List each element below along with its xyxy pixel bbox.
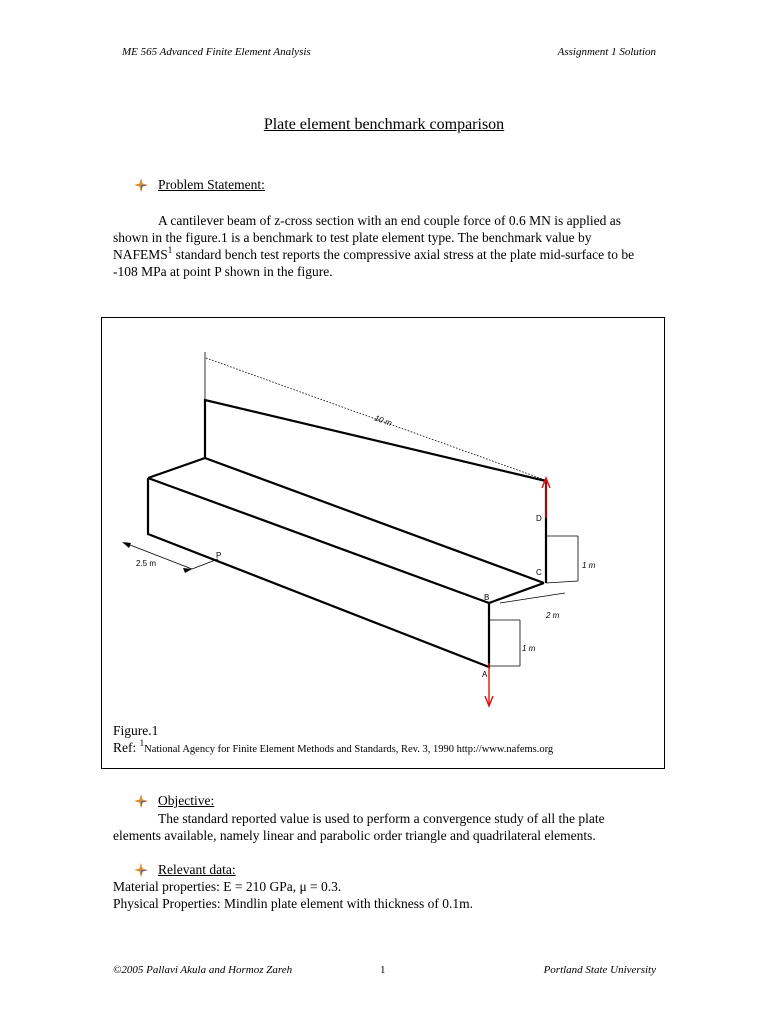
page-title: Plate element benchmark comparison	[263, 116, 505, 133]
bullet-icon	[134, 794, 148, 808]
label-offset: 2.5 m	[136, 559, 157, 568]
label-height-bottom: 1 m	[522, 644, 536, 653]
relevant-heading: Relevant data:	[158, 862, 236, 877]
figure-caption: Figure.1	[113, 723, 159, 738]
bullet-icon	[134, 863, 148, 877]
label-point-D: D	[536, 514, 542, 523]
label-height-top: 1 m	[582, 561, 596, 570]
problem-paragraph: A cantilever beam of z-cross section with an end couple force of 0.6 MN is applied as shown in the figure.1 is a benchmark to test plate element type. The benchmark value by NAFEMS$^1$ standard bench test reports the compressive axial stress at the plate mid-surface to be -108 MPa at point P shown in the figure.	[113, 213, 635, 279]
header-assignment: Assignment 1 Solution	[557, 46, 656, 58]
label-point-B: B	[484, 593, 490, 602]
z-section-beam-diagram	[102, 318, 664, 718]
footer-copyright: ©2005 Pallavi Akula and Hormoz Zareh	[113, 964, 293, 976]
header-course: ME 565 Advanced Finite Element Analysis	[122, 46, 311, 58]
label-length: 10 m	[373, 413, 394, 428]
problem-heading-row	[134, 177, 265, 193]
bullet-icon	[134, 178, 148, 192]
figure-box	[101, 317, 665, 769]
label-width: 2 m	[546, 611, 560, 620]
figure-reference: Ref: $^1$National Agency for Finite Element Methods and Standards, Rev. 3, 1990 http://www.nafems.org	[113, 738, 554, 755]
label-point-A: A	[482, 670, 488, 679]
problem-heading: Problem Statement:	[158, 177, 265, 192]
material-properties: Material properties: E = 210 GPa, μ = 0.3.	[113, 879, 342, 894]
footer-university: Portland State University	[543, 964, 656, 976]
label-point-C: C	[536, 568, 542, 577]
objective-heading: Objective:	[158, 793, 215, 808]
relevant-heading-row	[134, 862, 236, 878]
physical-properties: Physical Properties: Mindlin plate element with thickness of 0.1m.	[113, 896, 473, 911]
label-point-P: P	[216, 551, 222, 560]
objective-paragraph: The standard reported value is used to perform a convergence study of all the plate elements available, namely linear and parabolic order triangle and quadrilateral elements.	[113, 811, 605, 843]
footer-page-number: 1	[380, 964, 386, 976]
objective-heading-row	[134, 793, 214, 809]
